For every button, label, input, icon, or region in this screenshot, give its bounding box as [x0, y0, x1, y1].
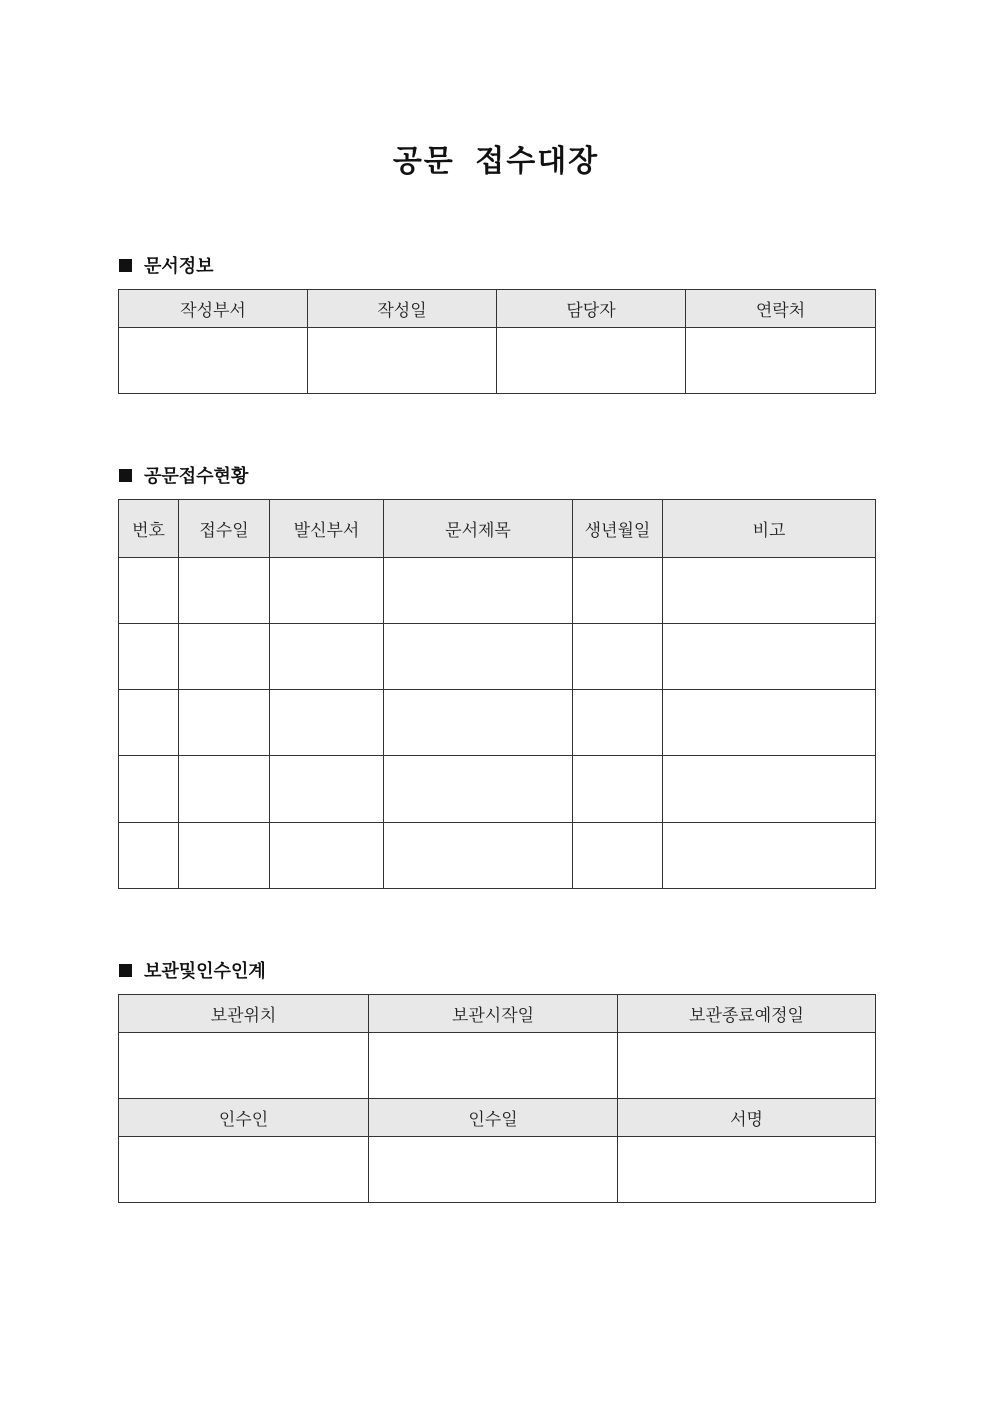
table-header-row — [119, 995, 876, 1033]
birth-date-cell[interactable] — [573, 624, 663, 690]
table-row — [119, 558, 876, 624]
remarks-cell[interactable] — [663, 624, 876, 690]
number-cell[interactable] — [119, 756, 179, 823]
remarks-cell[interactable] — [663, 823, 876, 889]
column-header: 접수일 — [179, 500, 270, 558]
remarks-cell[interactable] — [663, 558, 876, 624]
column-header: 보관위치 — [119, 995, 369, 1033]
signature-cell[interactable] — [618, 1137, 876, 1203]
receipt-date-cell[interactable] — [179, 690, 270, 756]
storage-start-date-cell[interactable] — [369, 1033, 618, 1099]
column-header: 인수인 — [119, 1099, 369, 1137]
column-header: 번호 — [119, 500, 179, 558]
sender-department-cell[interactable] — [270, 756, 384, 823]
sender-department-cell[interactable] — [270, 558, 384, 624]
square-bullet-icon — [119, 964, 132, 977]
author-department-cell[interactable] — [119, 328, 308, 394]
column-header: 문서제목 — [384, 500, 573, 558]
section-heading-label: 보관및인수인계 — [144, 961, 266, 982]
table-row — [119, 1137, 876, 1203]
table-row — [119, 1033, 876, 1099]
number-cell[interactable] — [119, 624, 179, 690]
table-header-row — [119, 500, 876, 558]
person-in-charge-cell[interactable] — [497, 328, 686, 394]
table-row — [119, 690, 876, 756]
receipt-status-table — [118, 499, 876, 889]
number-cell[interactable] — [119, 558, 179, 624]
document-title-cell[interactable] — [384, 690, 573, 756]
section-heading-label: 공문접수현황 — [144, 466, 249, 487]
section-heading-storage-transfer — [119, 958, 266, 982]
sender-department-cell[interactable] — [270, 690, 384, 756]
created-date-cell[interactable] — [308, 328, 497, 394]
column-header: 생년월일 — [573, 500, 663, 558]
receipt-date-cell[interactable] — [179, 558, 270, 624]
birth-date-cell[interactable] — [573, 823, 663, 889]
storage-transfer-table — [118, 994, 876, 1203]
column-header: 비고 — [663, 500, 876, 558]
document-title-cell[interactable] — [384, 823, 573, 889]
table-row — [119, 756, 876, 823]
column-header: 작성부서 — [119, 290, 308, 328]
column-header: 발신부서 — [270, 500, 384, 558]
receiver-cell[interactable] — [119, 1137, 369, 1203]
section-heading-receipt-status — [119, 463, 248, 487]
section-heading-label: 문서정보 — [144, 256, 214, 277]
receipt-date-cell[interactable] — [179, 756, 270, 823]
number-cell[interactable] — [119, 690, 179, 756]
table-row — [119, 624, 876, 690]
receipt-date-cell[interactable] — [179, 823, 270, 889]
table-row — [119, 328, 876, 394]
birth-date-cell[interactable] — [573, 558, 663, 624]
sender-department-cell[interactable] — [270, 823, 384, 889]
column-header: 연락처 — [686, 290, 876, 328]
column-header: 작성일 — [308, 290, 497, 328]
sender-department-cell[interactable] — [270, 624, 384, 690]
storage-end-date-cell[interactable] — [618, 1033, 876, 1099]
contact-cell[interactable] — [686, 328, 876, 394]
column-header: 담당자 — [497, 290, 686, 328]
table-header-row — [119, 1099, 876, 1137]
table-row — [119, 823, 876, 889]
storage-location-cell[interactable] — [119, 1033, 369, 1099]
receipt-date-cell[interactable] — [179, 624, 270, 690]
doc-info-table — [118, 289, 876, 394]
column-header: 서명 — [618, 1099, 876, 1137]
column-header: 보관시작일 — [369, 995, 618, 1033]
remarks-cell[interactable] — [663, 756, 876, 823]
receive-date-cell[interactable] — [369, 1137, 618, 1203]
document-title-cell[interactable] — [384, 624, 573, 690]
page-title: 공문 접수대장 — [392, 144, 600, 179]
document-title-cell[interactable] — [384, 558, 573, 624]
column-header: 인수일 — [369, 1099, 618, 1137]
document-title-cell[interactable] — [384, 756, 573, 823]
remarks-cell[interactable] — [663, 690, 876, 756]
square-bullet-icon — [119, 259, 132, 272]
square-bullet-icon — [119, 469, 132, 482]
table-header-row — [119, 290, 876, 328]
number-cell[interactable] — [119, 823, 179, 889]
birth-date-cell[interactable] — [573, 756, 663, 823]
birth-date-cell[interactable] — [573, 690, 663, 756]
section-heading-doc-info — [119, 253, 214, 277]
column-header: 보관종료예정일 — [618, 995, 876, 1033]
